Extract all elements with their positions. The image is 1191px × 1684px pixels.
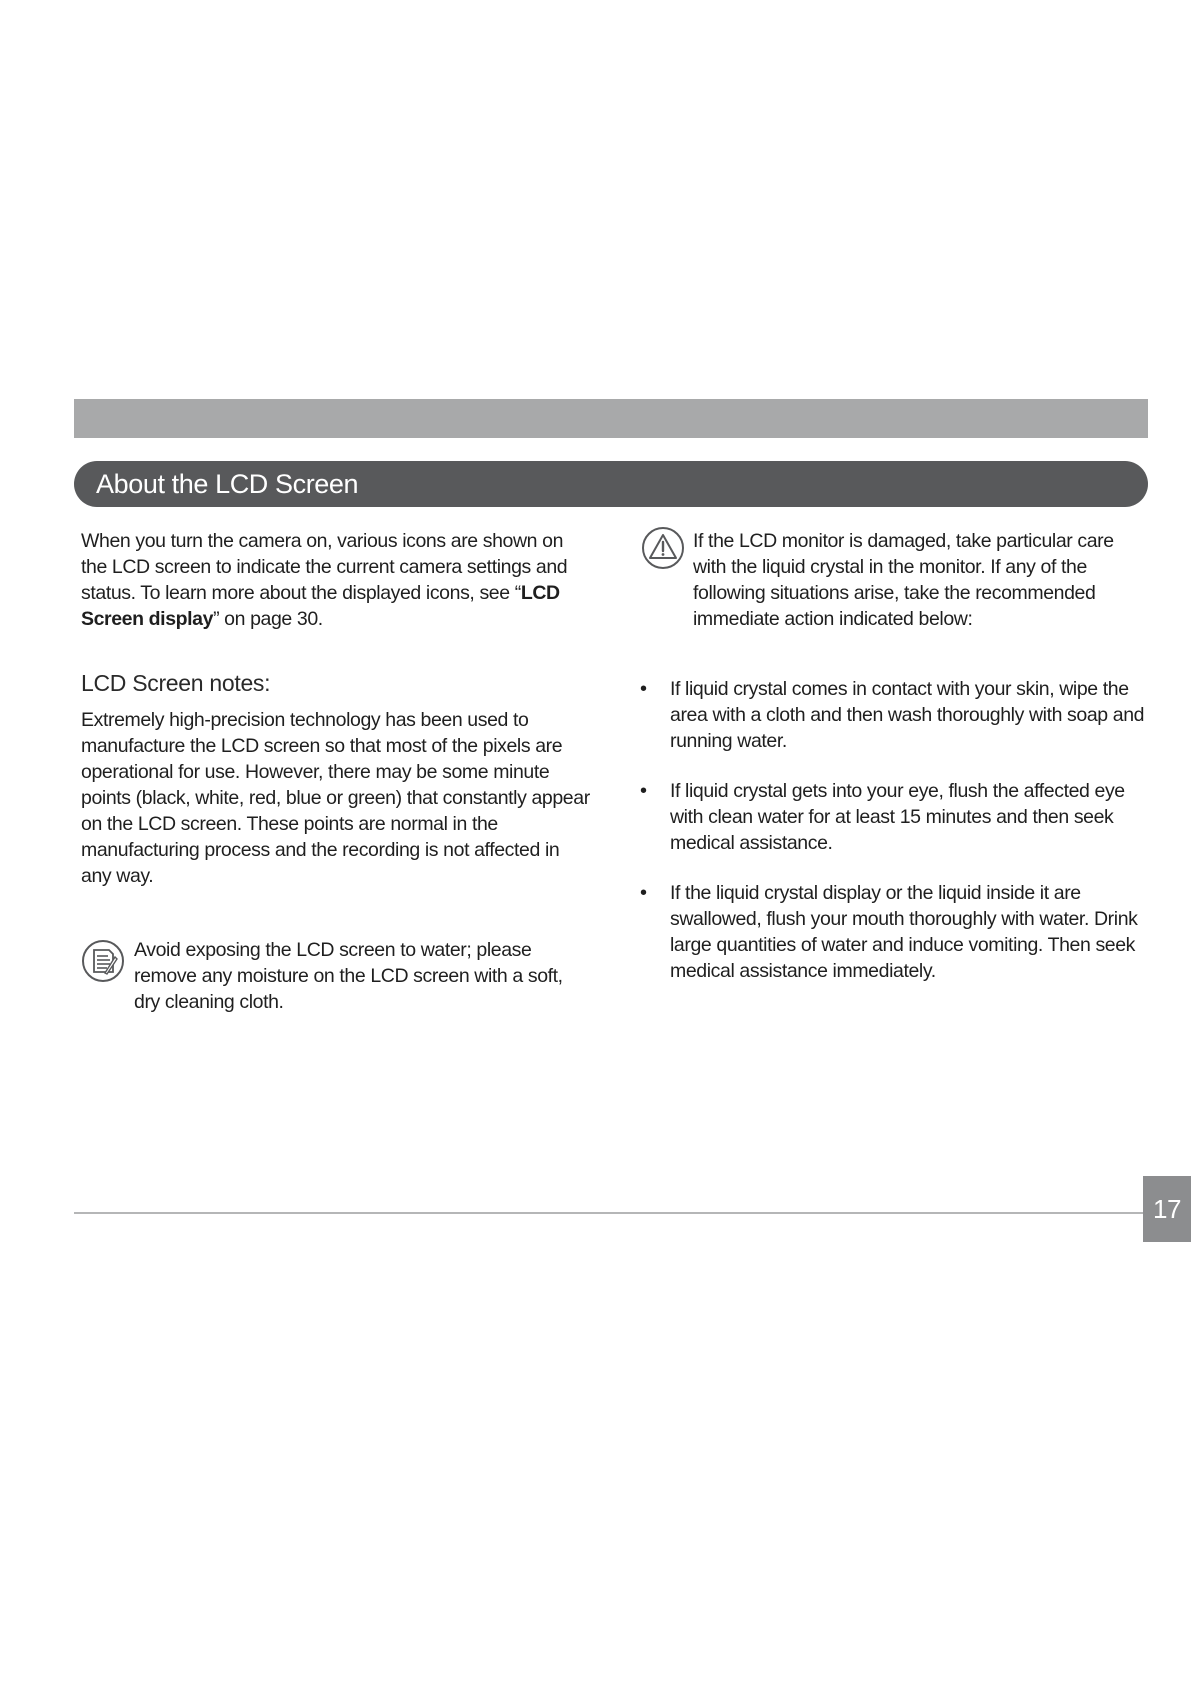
page-number: 17 bbox=[1153, 1193, 1181, 1224]
list-item-text: If liquid crystal gets into your eye, flush the affected eye with clean water for at least 15 minutes and then seek medical assistance. bbox=[670, 780, 1125, 854]
list-item bbox=[640, 778, 1150, 856]
list-item bbox=[640, 676, 1150, 754]
page-number-tab bbox=[1143, 1176, 1191, 1242]
notes-paragraph: Extremely high-precision technology has been used to manufacture the LCD screen so that most of the pixels are operational for use. However, there may be some minute points (black, white, red, blue or green) that constantly appear on the LCD screen. These points are normal in the manufacturing process and the recording is not affected in any way. bbox=[81, 709, 590, 887]
section-title: About the LCD Screen bbox=[96, 468, 359, 499]
warning-icon bbox=[641, 526, 685, 570]
right-column bbox=[640, 528, 1150, 1008]
bullet-icon: • bbox=[640, 780, 648, 802]
bullet-icon: • bbox=[640, 882, 648, 904]
intro-paragraph bbox=[81, 528, 591, 632]
section-header bbox=[74, 461, 1148, 507]
bullet-icon: • bbox=[640, 678, 648, 700]
intro-text-end: ” on page 30. bbox=[213, 608, 323, 630]
warning-block bbox=[640, 528, 1150, 632]
intro-text-start: When you turn the camera on, various icons are shown on the LCD screen to indicate the current camera settings and status. To learn more about the displayed icons, see “ bbox=[81, 530, 568, 604]
warning-text: If the LCD monitor is damaged, take particular care with the liquid crystal in the monitor. If any of the following situations arise, take the recommended immediate action indicated below: bbox=[693, 530, 1114, 630]
action-list bbox=[640, 676, 1150, 984]
note-icon bbox=[81, 939, 125, 983]
note-block bbox=[81, 937, 591, 1015]
list-item bbox=[640, 880, 1150, 984]
list-item-text: If the liquid crystal display or the liquid inside it are swallowed, flush your mouth thoroughly with water. Drink large quantities of water and induce vomiting. Then seek medical assistance immediately. bbox=[670, 882, 1138, 982]
lcd-screen-display-reference: LCD Screen display bbox=[81, 582, 560, 630]
footer-divider bbox=[74, 1212, 1144, 1214]
top-gray-band bbox=[74, 399, 1148, 438]
note-text: Avoid exposing the LCD screen to water; please remove any moisture on the LCD screen with a soft, dry cleaning cloth. bbox=[134, 939, 563, 1013]
notes-heading: LCD Screen notes: bbox=[81, 670, 271, 696]
list-item-text: If liquid crystal comes in contact with your skin, wipe the area with a cloth and then wash thoroughly with soap and running water. bbox=[670, 678, 1145, 752]
left-column bbox=[81, 528, 591, 1015]
